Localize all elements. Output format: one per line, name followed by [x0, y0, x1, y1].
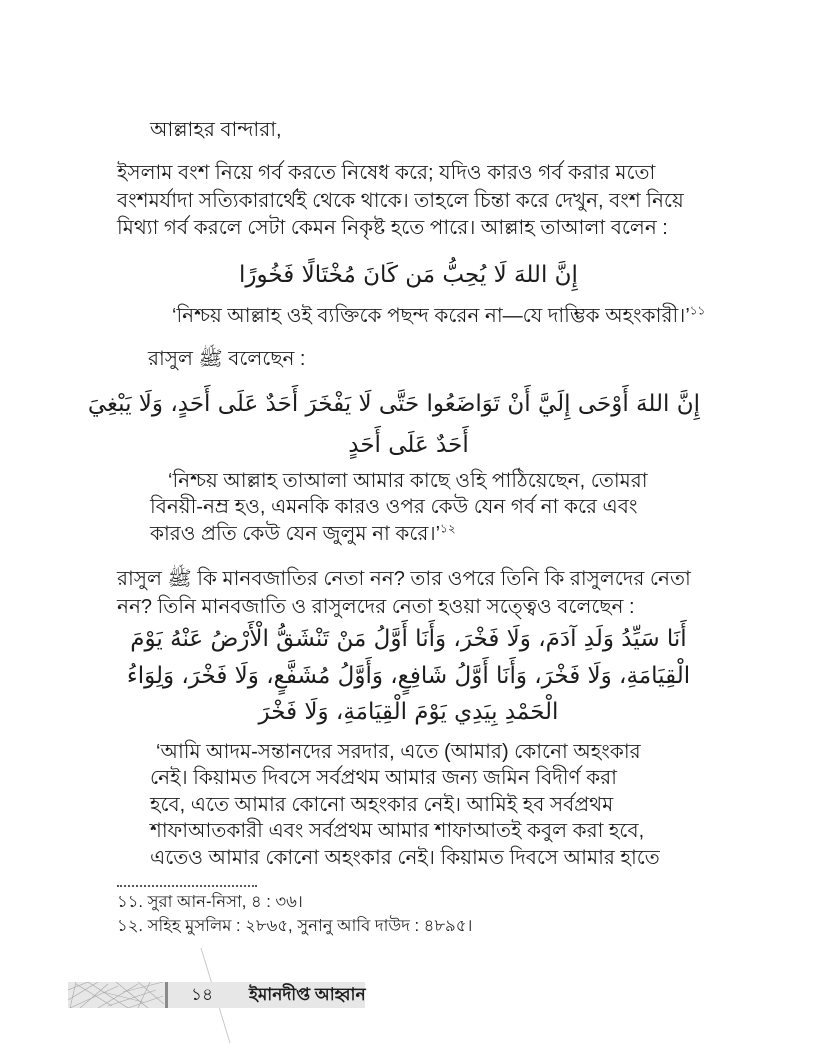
arabic-line: الْقِيَامَةِ، وَلَا فَخْرَ، وَأَنَا أَوَّلُ شَافِعٍ، وَأَوَّلُ مُشَفَّعٍ، وَلَا فَخْرَ، وَلِوَاءُ	[126, 662, 691, 689]
paragraph-intro	[117, 160, 700, 243]
text-line: মিথ্যা গর্ব করলে সেটা কেমন নিকৃষ্ট হতে পারে। আল্লাহ তাআলা বলেন :	[117, 217, 668, 239]
quran-verse-arabic	[117, 255, 700, 295]
footnote-item	[117, 891, 472, 915]
hadith1-translation	[150, 468, 690, 547]
book-title: ইমানদীপ্ত আহ্বান	[249, 985, 366, 1004]
footnote-text: সুরা আন-নিসা, ৪ : ৩৬।	[147, 893, 303, 911]
text-line: নন? তিনি মানবজাতি ও রাসুলদের নেতা হওয়া সত্ত্বেও বলেছেন :	[117, 595, 635, 618]
translation-text: কারও প্রতি কেউ যেন জুলুম না করে।’	[150, 522, 441, 545]
text-line: নেই। কিয়ামত দিবসে সর্বপ্রথম আমার জন্য জমিন বিদীর্ণ করা	[150, 767, 617, 790]
text-line: ‘আমি আদম-সন্তানদের সরদার, এতে (আমার) কোনো অহংকার	[156, 741, 641, 763]
arabic-line: إِنَّ اللهَ أَوْحَى إِلَيَّ أَنْ تَوَاضَعُوا حَتَّى لَا يَفْخَرَ أَحَدٌ عَلَى أَحَدٍ، وَلَا يَبْغِيَ	[87, 391, 700, 417]
geometric-pattern-icon	[68, 982, 164, 1008]
arabic-line: أَحَدٌ عَلَى أَحَدٍ	[348, 432, 469, 458]
paragraph-question	[117, 566, 700, 621]
text-line: এতেও আমার কোনো অহংকার নেই। কিয়ামত দিবসে আমার হাতে	[150, 846, 660, 869]
salutation-text: আল্লাহর বান্দারা,	[150, 119, 282, 141]
quran-verse-translation	[172, 303, 705, 329]
text-line: বংশমর্যাদা সত্যিকারার্থেই থেকে থাকে। তাহলে চিন্তা করে দেখুন, বংশ নিয়ে	[117, 189, 684, 212]
page-number: ১৪	[190, 985, 214, 1004]
text-line: শাফাআতকারী এবং সর্বপ্রথম আমার শাফাআতই কবুল করা হবে,	[150, 820, 645, 843]
footnote-number: ১১.	[117, 893, 143, 911]
hadith2-translation	[150, 739, 690, 871]
hadith2-arabic	[117, 621, 700, 731]
text-line	[150, 521, 690, 547]
text-line: বিনয়ী-নম্র হও, এমনকি কারও ওপর কেউ যেন গর্ব না করে এবং	[150, 496, 638, 519]
text-line: ‘নিশ্চয় আল্লাহ তাআলা আমার কাছে ওহি পাঠিয়েছেন, তোমরা	[168, 470, 648, 492]
footer-bar	[68, 982, 365, 1008]
arabic-line: الْحَمْدِ بِيَدِي يَوْمَ الْقِيَامَةِ، وَلَا فَخْرَ	[258, 699, 559, 725]
hadith1-arabic	[87, 384, 700, 466]
footnote-item	[117, 915, 472, 939]
footnote-separator	[117, 885, 257, 887]
rasul-said-line: রাসুল ﷺ বলেছেন :	[148, 348, 306, 370]
arabic-line: إِنَّ اللهَ لَا يُحِبُّ مَن كَانَ مُخْتَالًا فَخُورًا	[239, 262, 578, 288]
text-line: হবে, এতে আমার কোনো অহংকার নেই। আমিই হব সর্বপ্রথম	[150, 793, 614, 816]
text-line: ইসলাম বংশ নিয়ে গর্ব করতে নিষেধ করে; যদিও কারও গর্ব করার মতো	[117, 162, 656, 184]
footnote-text: সহিহ মুসলিম : ২৮৬৫, সুনানু আবি দাউদ : ৪৮৯৫।	[147, 916, 473, 935]
footnote-ref-11: ১১	[689, 303, 706, 318]
footnotes-section	[117, 891, 472, 938]
footnote-ref-12: ১২	[440, 521, 456, 536]
text-line: রাসুল ﷺ কি মানবজাতির নেতা নন? তার ওপরে তিনি কি রাসুলদের নেতা	[117, 568, 691, 590]
footnote-number: ১২.	[117, 916, 144, 935]
arabic-line: أَنَا سَيِّدُ وَلَدِ آدَمَ، وَلَا فَخْرَ، وَأَنَا أَوَّلُ مَنْ تَنْشَقُّ الْأَرْضُ عَنْهُ يَوْمَ	[130, 626, 687, 652]
translation-text: ‘নিশ্চয় আল্লাহ ওই ব্যক্তিকে পছন্দ করেন না—যে দাম্ভিক অহংকারী।’	[172, 305, 690, 327]
